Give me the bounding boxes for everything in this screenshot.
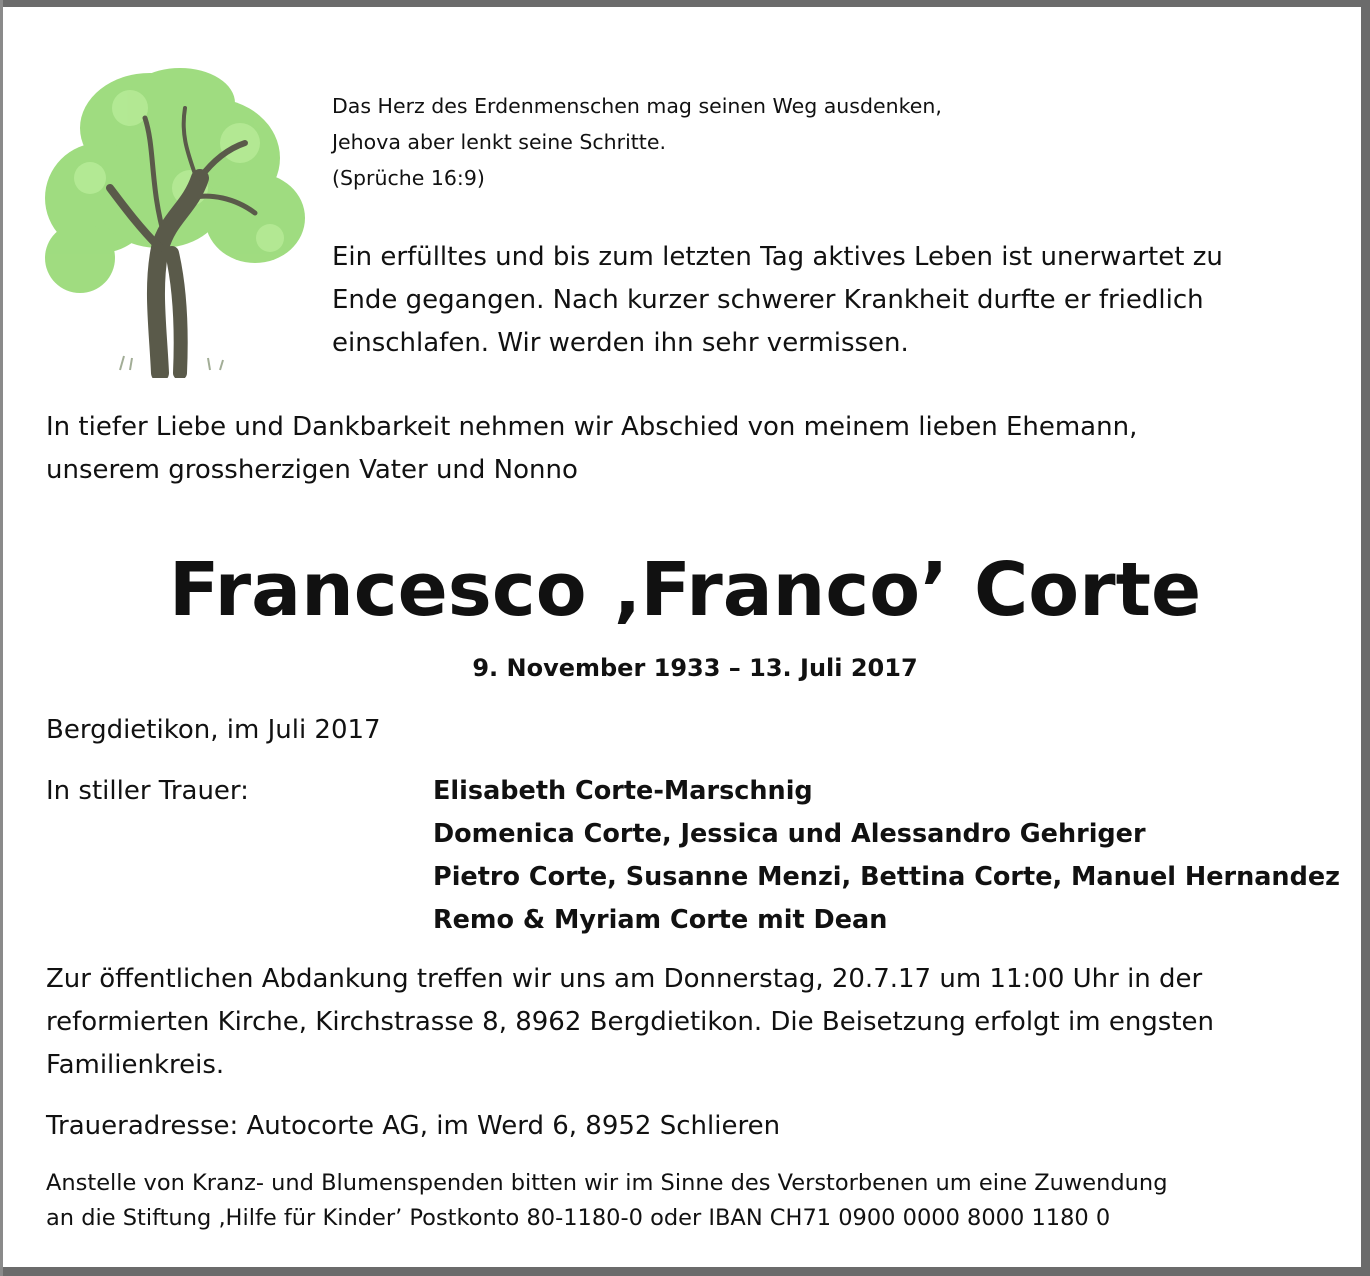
intro-line-3: einschlafen. Wir werden ihn sehr vermissen. <box>332 328 909 358</box>
mourner-line: Domenica Corte, Jessica und Alessandro Gehriger <box>433 819 1146 849</box>
mourners-list <box>433 770 1340 942</box>
intro-line-2: Ende gegangen. Nach kurzer schwerer Krankheit durfte er friedlich <box>332 285 1204 315</box>
verse-line-2: Jehova aber lenkt seine Schritte. <box>332 130 666 154</box>
funeral-details <box>46 958 1214 1087</box>
funeral-line-2: reformierten Kirche, Kirchstrasse 8, 8962 Bergdietikon. Die Beisetzung erfolgt im engsten <box>46 1007 1215 1037</box>
mourner-line: Elisabeth Corte-Marschnig <box>433 776 813 806</box>
life-dates: 9. November 1933 – 13. Juli 2017 <box>472 654 918 682</box>
deceased-name: Francesco ‚Franco’ Corte <box>168 547 1202 633</box>
donation-request <box>46 1166 1167 1236</box>
frame-top-border <box>0 0 1370 7</box>
mourning-address: Traueradresse: Autocorte AG, im Werd 6, 8952 Schlieren <box>46 1111 781 1141</box>
verse-line-1: Das Herz des Erdenmenschen mag seinen Weg ausdenken, <box>332 94 942 118</box>
tree-illustration <box>40 48 310 378</box>
mourner-line: Pietro Corte, Susanne Menzi, Bettina Corte, Manuel Hernandez <box>433 862 1340 892</box>
funeral-line-1: Zur öffentlichen Abdankung treffen wir uns am Donnerstag, 20.7.17 um 11:00 Uhr in der <box>46 964 1203 994</box>
frame-bottom-border <box>0 1267 1370 1276</box>
farewell-text <box>46 406 1137 492</box>
intro-text <box>332 236 1223 365</box>
farewell-line-2: unserem grossherzigen Vater und Nonno <box>46 455 578 485</box>
mourners-label: In stiller Trauer: <box>46 776 249 806</box>
donation-line-1: Anstelle von Kranz- und Blumenspenden bitten wir im Sinne des Verstorbenen um eine Zuwendung <box>46 1170 1168 1196</box>
verse-reference: (Sprüche 16:9) <box>332 166 485 190</box>
intro-line-1: Ein erfülltes und bis zum letzten Tag aktives Leben ist unerwartet zu <box>332 242 1223 272</box>
bible-verse <box>332 88 942 196</box>
place-and-date: Bergdietikon, im Juli 2017 <box>46 715 381 745</box>
farewell-line-1: In tiefer Liebe und Dankbarkeit nehmen wir Abschied von meinem lieben Ehemann, <box>46 412 1138 442</box>
mourner-line: Remo & Myriam Corte mit Dean <box>433 905 888 935</box>
donation-line-2: an die Stiftung ‚Hilfe für Kinder’ Postkonto 80-1180-0 oder IBAN CH71 0900 0000 8000 1180 0 <box>46 1205 1111 1231</box>
funeral-line-3: Familienkreis. <box>46 1050 225 1080</box>
